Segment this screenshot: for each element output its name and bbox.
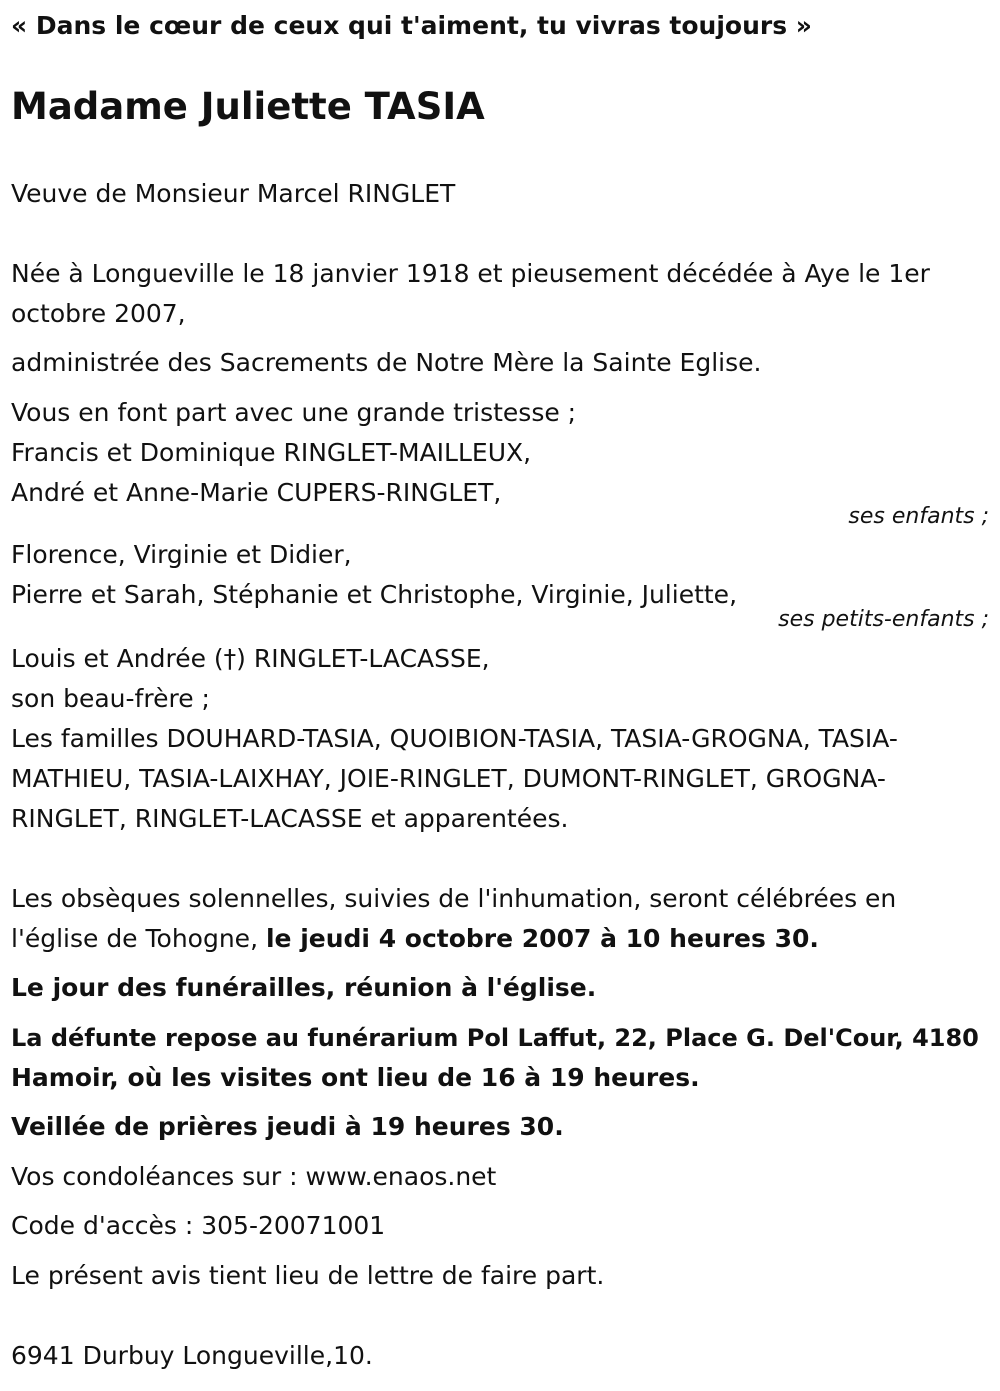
brother-in-law-line: Louis et Andrée (†) RINGLET-LACASSE, bbox=[11, 644, 490, 673]
child-line: André et Anne-Marie CUPERS-RINGLET, bbox=[11, 478, 502, 507]
funeral-date: le jeudi 4 octobre 2007 à 10 heures 30. bbox=[265, 924, 819, 953]
address-line: 6941 Durbuy Longueville,10. bbox=[11, 1341, 373, 1370]
quote-heading: « Dans le cœur de ceux qui t'aiment, tu vivras toujours » bbox=[11, 11, 812, 40]
deceased-name: Madame Juliette TASIA bbox=[11, 85, 485, 128]
grandchildren-role: ses petits-enfants ; bbox=[778, 607, 989, 632]
funeral-line-2 bbox=[11, 919, 819, 959]
funeral-line-1: Les obsèques solennelles, suivies de l'inhumation, seront célébrées en bbox=[11, 884, 897, 913]
announce-line: Vous en font part avec une grande tristesse ; bbox=[11, 398, 577, 427]
birth-line-1: Née à Longueville le 18 janvier 1918 et pieusement décédée à Aye le 1er bbox=[11, 259, 930, 288]
children-role: ses enfants ; bbox=[848, 504, 989, 529]
families-line: MATHIEU, TASIA-LAIXHAY, JOIE-RINGLET, DUMONT-RINGLET, GROGNA- bbox=[11, 764, 886, 793]
notice-line: Le présent avis tient lieu de lettre de faire part. bbox=[11, 1261, 605, 1290]
vigil-line: Veillée de prières jeudi à 19 heures 30. bbox=[11, 1112, 564, 1141]
brother-in-law-role: son beau-frère ; bbox=[11, 684, 210, 713]
condolences-line: Vos condoléances sur : www.enaos.net bbox=[11, 1162, 497, 1191]
grandchild-line: Florence, Virginie et Didier, bbox=[11, 540, 352, 569]
families-line: RINGLET, RINGLET-LACASSE et apparentées. bbox=[11, 804, 569, 833]
funeral-place: l'église de Tohogne, bbox=[11, 924, 266, 953]
birth-line-2: octobre 2007, bbox=[11, 299, 186, 328]
grandchild-line: Pierre et Sarah, Stéphanie et Christophe, Virginie, Juliette, bbox=[11, 580, 738, 609]
rest-line-1: La défunte repose au funérarium Pol Laffut, 22, Place G. Del'Cour, 4180 bbox=[11, 1024, 979, 1052]
child-line: Francis et Dominique RINGLET-MAILLEUX, bbox=[11, 438, 532, 467]
meeting-line: Le jour des funérailles, réunion à l'église. bbox=[11, 973, 597, 1002]
widow-line: Veuve de Monsieur Marcel RINGLET bbox=[11, 179, 456, 208]
sacraments-line: administrée des Sacrements de Notre Mère la Sainte Eglise. bbox=[11, 348, 762, 377]
rest-line-2: Hamoir, où les visites ont lieu de 16 à 19 heures. bbox=[11, 1063, 700, 1092]
access-code-line: Code d'accès : 305-20071001 bbox=[11, 1211, 386, 1240]
families-line: Les familles DOUHARD-TASIA, QUOIBION-TASIA, TASIA-GROGNA, TASIA- bbox=[11, 724, 898, 753]
